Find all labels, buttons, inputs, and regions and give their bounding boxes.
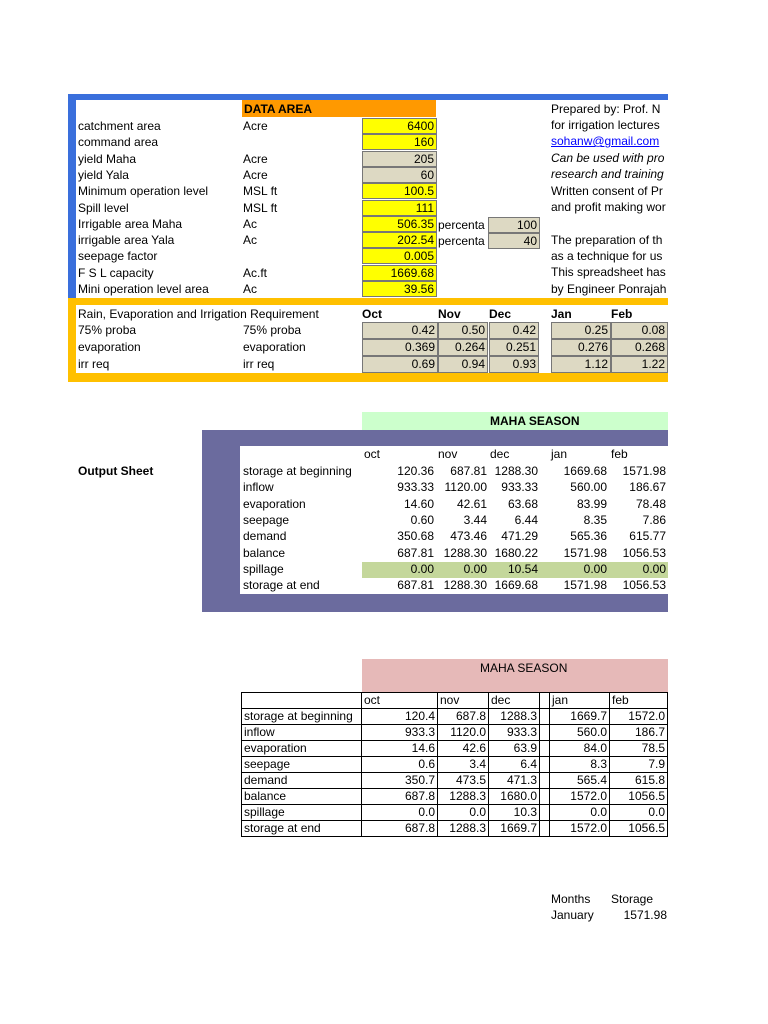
data-label: yield Maha <box>78 151 137 166</box>
table-cell: 0.6 <box>362 757 438 773</box>
rain-row-label-2: irr req <box>243 357 275 371</box>
table-row <box>242 709 668 725</box>
output-month-header: feb <box>611 447 628 461</box>
rain-value-cell[interactable]: 0.93 <box>489 356 539 373</box>
data-label: catchment area <box>78 119 161 133</box>
data-label: Irrigable area Maha <box>78 216 183 231</box>
table-cell: 1669.7 <box>489 821 540 837</box>
output-value: 350.68 <box>397 529 434 544</box>
table-row-label: storage at end <box>242 821 362 837</box>
table-cell: 78.5 <box>610 741 668 757</box>
table-cell: 933.3 <box>489 725 540 741</box>
output-value: 8.35 <box>583 512 607 527</box>
output-value: 565.36 <box>570 529 607 544</box>
rain-value-cell[interactable]: 0.25 <box>551 322 611 339</box>
table-cell: 615.8 <box>610 773 668 789</box>
note-prepared-by: Prepared by: Prof. N <box>551 102 661 116</box>
table-month-header: nov <box>438 693 489 709</box>
data-label: command area <box>78 135 159 150</box>
output-value: 1571.98 <box>563 545 607 560</box>
data-value-cell[interactable]: 6400 <box>362 118 437 134</box>
data-value-cell[interactable]: 506.35 <box>362 216 437 232</box>
output-sheet-label: Output Sheet <box>78 464 154 478</box>
data-value-cell[interactable]: 202.54 <box>362 232 437 248</box>
rain-value-cell[interactable]: 0.42 <box>489 322 539 339</box>
table-cell: 0.0 <box>362 805 438 821</box>
output-value: 1669.68 <box>494 578 538 593</box>
table-cell: 0.0 <box>610 805 668 821</box>
table-cell: 560.0 <box>550 725 610 741</box>
output-row-label: seepage <box>243 512 290 527</box>
output-value: 1288.30 <box>443 545 487 560</box>
percent-label-maha: percenta <box>438 218 485 232</box>
note-technique: as a technique for us <box>551 249 663 263</box>
output-row-label: storage at end <box>243 578 320 593</box>
data-label: Minimum operation level <box>78 184 209 199</box>
data-value-cell[interactable]: 111 <box>362 200 437 216</box>
table-cell: 0.0 <box>550 805 610 821</box>
output-row-label: spillage <box>243 561 284 576</box>
table-cell: 350.7 <box>362 773 438 789</box>
data-value-cell[interactable]: 1669.68 <box>362 265 437 281</box>
output-value: 42.61 <box>456 496 487 511</box>
table-row-label: storage at beginning <box>242 709 362 725</box>
data-unit: Ac.ft <box>243 265 268 280</box>
table-row <box>242 805 668 821</box>
table-cell: 1120.0 <box>438 725 489 741</box>
output-value: 1571.98 <box>622 464 666 478</box>
table-cell: 1680.0 <box>489 789 540 805</box>
table-cell: 0.0 <box>438 805 489 821</box>
rain-value-cell[interactable]: 0.94 <box>438 356 488 373</box>
output-value: 687.81 <box>397 578 434 593</box>
output-value: 3.44 <box>463 512 487 527</box>
output-value: 687.81 <box>397 545 434 560</box>
output-row-label: evaporation <box>243 496 306 511</box>
percent-label-yala: percenta <box>438 234 485 248</box>
rain-row-label-2: evaporation <box>243 340 306 354</box>
months-header: Months <box>551 892 591 906</box>
table-row <box>242 741 668 757</box>
rain-value-cell[interactable]: 0.369 <box>362 339 438 356</box>
table-row-label: seepage <box>242 757 362 773</box>
data-unit: MSL ft <box>243 184 278 199</box>
output-value: 933.33 <box>501 480 538 495</box>
table-spacer <box>540 821 550 837</box>
rain-row-label: 75% proba <box>78 323 137 337</box>
table-spacer <box>540 693 550 709</box>
data-unit: Acre <box>243 119 268 133</box>
table-cell: 473.5 <box>438 773 489 789</box>
table-row <box>242 821 668 837</box>
output-value: 1669.68 <box>563 464 607 478</box>
data-label: yield Yala <box>78 167 129 182</box>
output-value: 120.36 <box>397 464 434 478</box>
rain-row-label: evaporation <box>78 340 141 354</box>
data-unit: Acre <box>243 151 268 166</box>
rain-value-cell[interactable]: 0.276 <box>551 339 611 356</box>
table-row <box>242 773 668 789</box>
output-value: 1288.30 <box>494 464 538 478</box>
table-cell: 120.4 <box>362 709 438 725</box>
output-value: 0.00 <box>642 561 666 576</box>
summary-month: January <box>551 908 594 922</box>
table-cell: 186.7 <box>610 725 668 741</box>
data-label: Spill level <box>78 200 129 215</box>
table-month-header: dec <box>489 693 540 709</box>
table-month-header: oct <box>362 693 438 709</box>
table-row <box>242 757 668 773</box>
table-row-label: demand <box>242 773 362 789</box>
note-preparation: The preparation of th <box>551 233 663 247</box>
note-research: research and training <box>551 167 664 181</box>
rain-value-cell[interactable]: 0.08 <box>611 322 668 339</box>
table-cell: 1288.3 <box>438 821 489 837</box>
output-value: 933.33 <box>397 480 434 495</box>
table-cell: 565.4 <box>550 773 610 789</box>
data-label: irrigable area Yala <box>78 233 175 248</box>
rain-month-header: Feb <box>611 307 633 321</box>
data-area-title: DATA AREA <box>244 102 312 116</box>
output-value: 0.00 <box>583 561 607 576</box>
table-cell: 1572.0 <box>610 709 668 725</box>
table-row-label: spillage <box>242 805 362 821</box>
table-cell: 42.6 <box>438 741 489 757</box>
table-month-header: feb <box>610 693 668 709</box>
table-cell: 1572.0 <box>550 789 610 805</box>
table-cell: 471.3 <box>489 773 540 789</box>
table-row-label: balance <box>242 789 362 805</box>
output-value: 0.60 <box>410 512 434 527</box>
output-row-label: storage at beginning <box>243 464 352 478</box>
data-value-cell[interactable]: 0.005 <box>362 248 437 264</box>
rain-value-cell[interactable]: 0.50 <box>438 322 488 339</box>
data-label: seepage factor <box>78 249 158 264</box>
rain-month-header: Dec <box>489 307 512 321</box>
note-lectures: for irrigation lectures <box>551 118 660 132</box>
table-spacer <box>540 757 550 773</box>
table-cell: 14.6 <box>362 741 438 757</box>
output-value: 83.99 <box>576 496 607 511</box>
table-cell: 1572.0 <box>550 821 610 837</box>
maha-season-title-2: MAHA SEASON <box>480 661 568 675</box>
output-value: 63.68 <box>507 496 538 511</box>
table-cell: 933.3 <box>362 725 438 741</box>
table-cell: 1056.5 <box>610 789 668 805</box>
table-cell: 1669.7 <box>550 709 610 725</box>
maha-season-title-1: MAHA SEASON <box>490 414 580 428</box>
table-cell: 1288.3 <box>489 709 540 725</box>
rain-value-cell[interactable]: 1.22 <box>611 356 668 373</box>
data-label: Mini operation level area <box>78 282 209 296</box>
rain-value-cell[interactable]: 0.264 <box>438 339 488 356</box>
table-cell: 8.3 <box>550 757 610 773</box>
rain-value-cell[interactable]: 0.268 <box>611 339 668 356</box>
output-row-label: inflow <box>243 480 274 495</box>
output-value: 1056.53 <box>622 545 666 560</box>
rain-month-header: Oct <box>362 307 383 321</box>
table-row <box>242 789 668 805</box>
output-value: 1120.00 <box>444 480 487 495</box>
output-value: 0.00 <box>410 561 434 576</box>
data-unit: Ac <box>243 216 258 231</box>
output-value: 6.44 <box>514 512 538 527</box>
output-month-header: oct <box>364 447 381 461</box>
rain-month-header: Nov <box>438 307 461 321</box>
output-month-header: dec <box>490 447 510 461</box>
note-spreadsheet: This spreadsheet has <box>551 265 666 279</box>
table-row-label: evaporation <box>242 741 362 757</box>
table-spacer <box>540 773 550 789</box>
output-value: 186.67 <box>629 480 666 495</box>
table-cell: 687.8 <box>438 709 489 725</box>
table-row-label: inflow <box>242 725 362 741</box>
rain-value-cell[interactable]: 0.251 <box>489 339 539 356</box>
table-spacer <box>540 741 550 757</box>
output-value: 0.00 <box>463 561 487 576</box>
table-spacer <box>540 789 550 805</box>
table-cell: 687.8 <box>362 789 438 805</box>
output-value: 7.86 <box>642 512 666 527</box>
email-link[interactable]: sohanw@gmail.com <box>551 134 660 148</box>
rain-month-header: Jan <box>551 307 572 321</box>
output-month-header: jan <box>551 447 568 461</box>
output-value: 1288.30 <box>443 578 487 593</box>
output-value: 473.46 <box>450 529 487 544</box>
output-row-label: balance <box>243 545 286 560</box>
data-value-cell[interactable]: 160 <box>362 134 437 150</box>
rain-row-label-2: 75% proba <box>243 323 302 337</box>
data-value-cell[interactable]: 100.5 <box>362 183 437 199</box>
table-cell: 1056.5 <box>610 821 668 837</box>
data-label: F S L capacity <box>78 265 154 280</box>
data-unit: Ac <box>243 233 258 248</box>
note-consent: Written consent of Pr <box>551 184 663 198</box>
rain-value-cell[interactable]: 0.42 <box>362 322 438 339</box>
note-engineer: by Engineer Ponrajah <box>551 282 667 296</box>
table-month-header: jan <box>550 693 610 709</box>
table-cell: 7.9 <box>610 757 668 773</box>
data-unit: Acre <box>243 167 268 182</box>
output-value: 687.81 <box>450 464 487 478</box>
data-value-cell[interactable]: 39.56 <box>362 281 437 297</box>
output-value: 560.00 <box>570 480 607 495</box>
output-value: 615.77 <box>629 529 666 544</box>
output-row-label: demand <box>243 529 287 544</box>
table-row <box>242 725 668 741</box>
output-value: 1056.53 <box>622 578 666 593</box>
table-cell: 84.0 <box>550 741 610 757</box>
table-cell: 3.4 <box>438 757 489 773</box>
table-cell: 63.9 <box>489 741 540 757</box>
data-value-cell[interactable]: 205 <box>362 151 437 167</box>
output-table-2 <box>241 692 668 837</box>
rain-value-cell[interactable]: 0.69 <box>362 356 438 373</box>
data-unit: Ac <box>243 282 258 296</box>
storage-header: Storage <box>611 892 654 906</box>
rain-title: Rain, Evaporation and Irrigation Requirement <box>78 307 319 321</box>
data-unit: MSL ft <box>243 200 278 215</box>
table-corner <box>242 693 362 709</box>
rain-value-cell[interactable]: 1.12 <box>551 356 611 373</box>
output-month-header: nov <box>438 447 458 461</box>
table-spacer <box>540 725 550 741</box>
data-value-cell[interactable]: 60 <box>362 167 437 183</box>
table-cell: 687.8 <box>362 821 438 837</box>
table-cell: 1288.3 <box>438 789 489 805</box>
output-value: 14.60 <box>403 496 434 511</box>
table-header-row <box>242 693 668 709</box>
output-value: 1680.22 <box>494 545 538 560</box>
output-value: 78.48 <box>635 496 666 511</box>
percent-maha[interactable]: 100 <box>488 217 540 233</box>
table-cell: 6.4 <box>489 757 540 773</box>
note-profit: and profit making wor <box>551 200 666 214</box>
percent-yala[interactable]: 40 <box>488 233 540 249</box>
table-cell: 10.3 <box>489 805 540 821</box>
table-spacer <box>540 805 550 821</box>
summary-storage: 1571.98 <box>623 908 667 922</box>
output-value: 1571.98 <box>563 578 607 593</box>
output-value: 10.54 <box>507 561 538 576</box>
rain-row-label: irr req <box>78 357 110 371</box>
note-use: Can be used with pro <box>551 151 665 165</box>
output-value: 471.29 <box>501 529 538 544</box>
table-spacer <box>540 709 550 725</box>
